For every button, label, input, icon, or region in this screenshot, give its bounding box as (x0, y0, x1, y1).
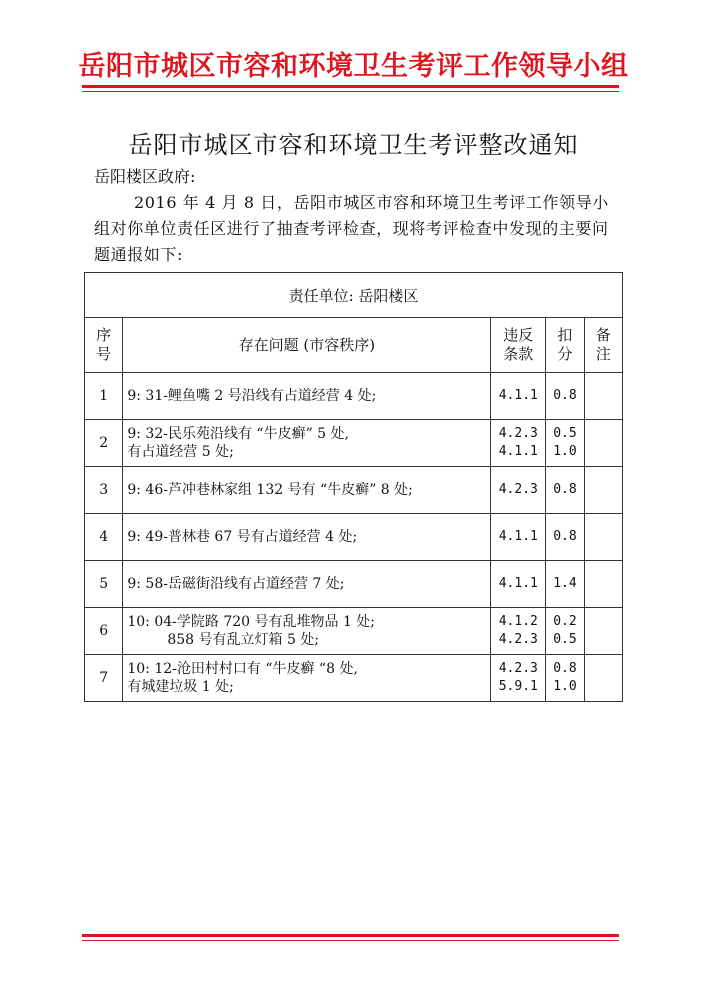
header-clause-text: 违反条款 (503, 326, 534, 363)
table-row (85, 561, 623, 608)
row-clause (491, 561, 546, 608)
row-clause (491, 420, 546, 467)
row-issue-line1: 9: 32-民乐苑沿线有 “牛皮癣” 5 处, (127, 426, 349, 442)
row-issue-line1: 10: 04-学院路 720 号有乱堆物品 1 处; (127, 614, 376, 630)
row-num: 3 (85, 467, 123, 514)
notice-body (94, 190, 614, 268)
header-deduction (546, 318, 584, 373)
row-note (584, 420, 622, 467)
row-deduction (546, 655, 584, 702)
row-issue-line2: 有城建垃圾 1 处; (127, 679, 234, 695)
header-note-text: 备注 (595, 326, 611, 363)
row-num: 5 (85, 561, 123, 608)
document-title: 岳阳市城区市容和环境卫生考评整改通知 (128, 131, 579, 159)
row-issue-line1: 9: 58-岳磁街沿线有占道经营 7 处; (127, 576, 345, 592)
row-deduction (546, 420, 584, 467)
table-row (85, 608, 623, 655)
row-deduction (546, 373, 584, 420)
row-note (584, 514, 622, 561)
footer-rule-thin (82, 940, 619, 941)
table-row (85, 514, 623, 561)
footer-rule-thick (82, 934, 619, 937)
row-issue-line2: 858 号有乱立灯箱 5 处; (167, 632, 320, 648)
row-clause-line1: 4.1.2 (498, 614, 538, 629)
row-issue-line1: 9: 31-鲤鱼嘴 2 号沿线有占道经营 4 处; (127, 388, 377, 404)
row-num: 7 (85, 655, 123, 702)
row-num: 6 (85, 608, 123, 655)
header-issue: 存在问题 (市容秩序) (123, 318, 491, 373)
row-deduction (546, 608, 584, 655)
row-deduction-line1: 0.8 (553, 388, 577, 403)
row-deduction-line1: 0.2 (553, 614, 577, 629)
row-issue-line1: 10: 12-沧田村村口有 “牛皮癣 “8 处, (127, 661, 358, 677)
row-deduction-line1: 0.8 (553, 482, 577, 497)
header-note (584, 318, 622, 373)
inspection-table (84, 272, 623, 702)
letterhead-rule-thin (82, 91, 619, 92)
row-issue (123, 608, 491, 655)
row-issue (123, 561, 491, 608)
unit-row (85, 273, 623, 318)
row-note (584, 655, 622, 702)
row-clause (491, 373, 546, 420)
row-clause-line1: 4.1.1 (498, 576, 538, 591)
header-num-text: 序号 (96, 326, 112, 363)
letterhead-rule-thick (82, 85, 619, 88)
row-num: 2 (85, 420, 123, 467)
row-clause-line1: 4.2.3 (498, 426, 538, 441)
notice-body-text: 2016 年 4 月 8 日，岳阳市城区市容和环境卫生考评工作领导小组对你单位责任区进行了抽查考评检查，现将考评检查中发现的主要问题通报如下: (94, 193, 609, 264)
row-deduction (546, 561, 584, 608)
row-clause-line1: 4.1.1 (498, 388, 538, 403)
row-clause-line2: 4.1.1 (498, 444, 538, 459)
header-row (85, 318, 623, 373)
letterhead: 岳阳市城区市容和环境卫生考评工作领导小组 (78, 51, 629, 82)
table-row (85, 420, 623, 467)
header-deduction-text: 扣分 (557, 326, 573, 363)
responsible-unit: 责任单位: 岳阳楼区 (85, 273, 623, 318)
salutation: 岳阳楼区政府: (94, 167, 196, 186)
row-clause-line2: 5.9.1 (498, 679, 538, 694)
table-row (85, 655, 623, 702)
row-num: 1 (85, 373, 123, 420)
row-deduction-line1: 0.5 (553, 426, 577, 441)
header-clause (491, 318, 546, 373)
row-clause-line1: 4.1.1 (498, 529, 538, 544)
row-deduction (546, 514, 584, 561)
row-clause (491, 467, 546, 514)
row-issue (123, 373, 491, 420)
row-deduction-line1: 1.4 (553, 576, 577, 591)
row-note (584, 467, 622, 514)
row-issue-line2: 有占道经营 5 处; (127, 444, 234, 460)
row-deduction-line2: 1.0 (553, 444, 577, 459)
row-issue (123, 467, 491, 514)
row-issue (123, 514, 491, 561)
row-deduction-line2: 0.5 (553, 632, 577, 647)
row-deduction-line1: 0.8 (553, 661, 577, 676)
row-clause (491, 514, 546, 561)
row-issue-line1: 9: 49-普林巷 67 号有占道经营 4 处; (127, 529, 358, 545)
row-clause (491, 608, 546, 655)
table-row (85, 467, 623, 514)
table-row (85, 373, 623, 420)
row-num: 4 (85, 514, 123, 561)
row-deduction-line2: 1.0 (553, 679, 577, 694)
row-note (584, 561, 622, 608)
row-deduction (546, 467, 584, 514)
row-deduction-line1: 0.8 (553, 529, 577, 544)
row-clause-line1: 4.2.3 (498, 482, 538, 497)
row-issue (123, 655, 491, 702)
header-num (85, 318, 123, 373)
row-note (584, 373, 622, 420)
row-note (584, 608, 622, 655)
row-issue-line1: 9: 46-芦冲巷林家组 132 号有 “牛皮癣” 8 处; (127, 482, 413, 498)
row-clause-line2: 4.2.3 (498, 632, 538, 647)
row-clause-line1: 4.2.3 (498, 661, 538, 676)
row-clause (491, 655, 546, 702)
row-issue (123, 420, 491, 467)
